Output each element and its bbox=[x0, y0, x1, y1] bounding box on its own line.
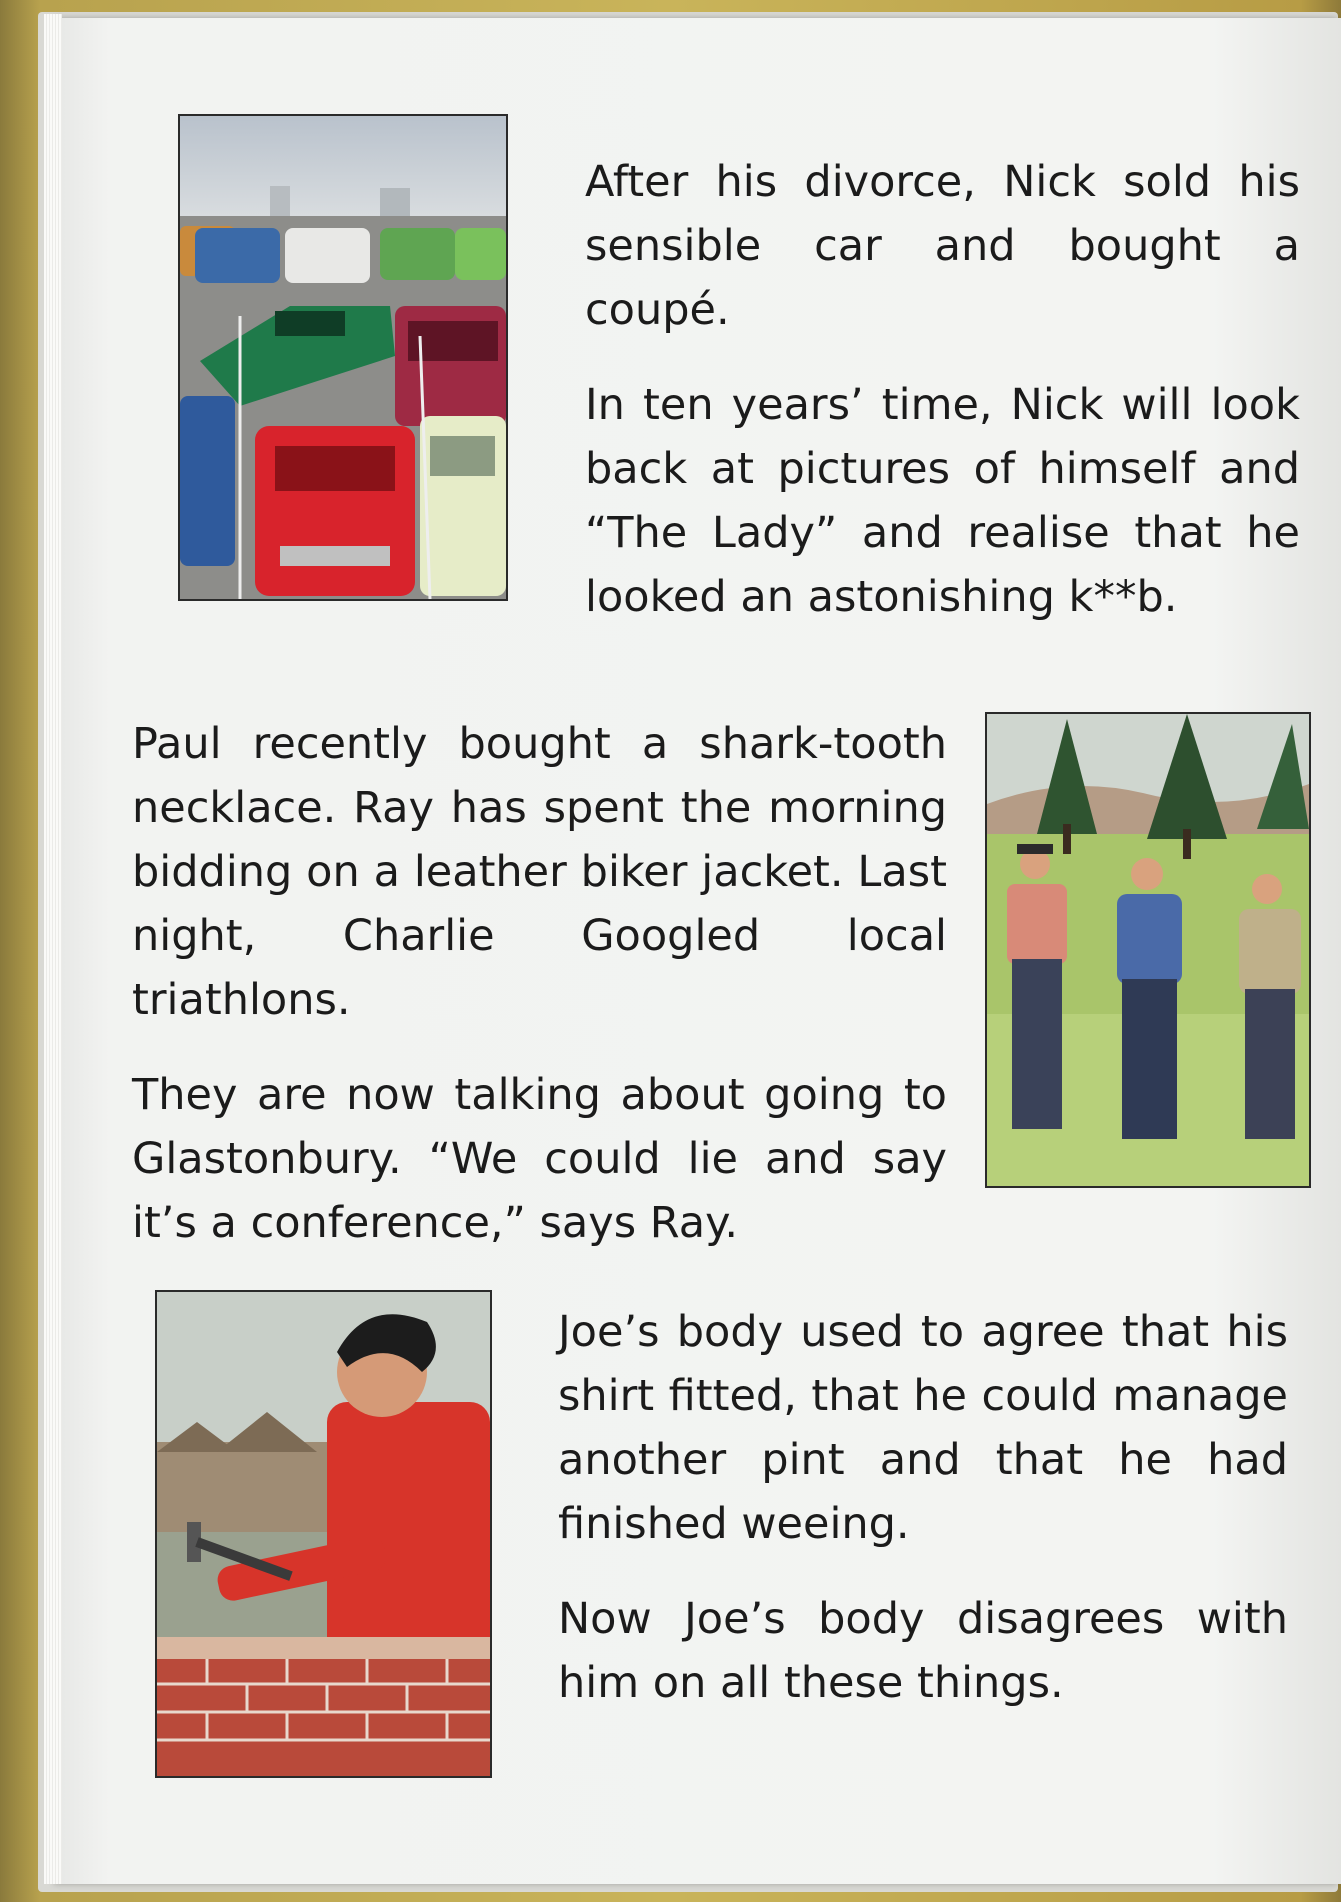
paragraph: Paul recently bought a shark-tooth necklace. Ray has spent the morning bidding on a leather biker jacket. Last night, Charlie Googled local triathlons. bbox=[132, 719, 947, 1025]
paragraph: They are now talking about going to Glastonbury. “We could lie and say it’s a conference,” says Ray. bbox=[132, 1070, 947, 1248]
bricklayer-illustration bbox=[155, 1290, 492, 1778]
car-park-illustration bbox=[178, 114, 508, 601]
text-block-friends bbox=[132, 712, 947, 1286]
text-block-joe bbox=[558, 1300, 1288, 1746]
page-stack-edge bbox=[44, 14, 62, 1884]
paragraph: After his divorce, Nick sold his sensible car and bought a coupé. bbox=[585, 157, 1300, 335]
paragraph: In ten years’ time, Nick will look back at pictures of himself and “The Lady” and realise that he looked an astonishing k**b. bbox=[585, 380, 1300, 622]
paragraph: Joe’s body used to agree that his shirt fitted, that he could manage another pint and that he had finished weeing. bbox=[558, 1307, 1288, 1549]
text-block-nick bbox=[585, 150, 1300, 660]
three-men-walking-illustration bbox=[985, 712, 1311, 1188]
paragraph: Now Joe’s body disagrees with him on all these things. bbox=[558, 1594, 1288, 1708]
